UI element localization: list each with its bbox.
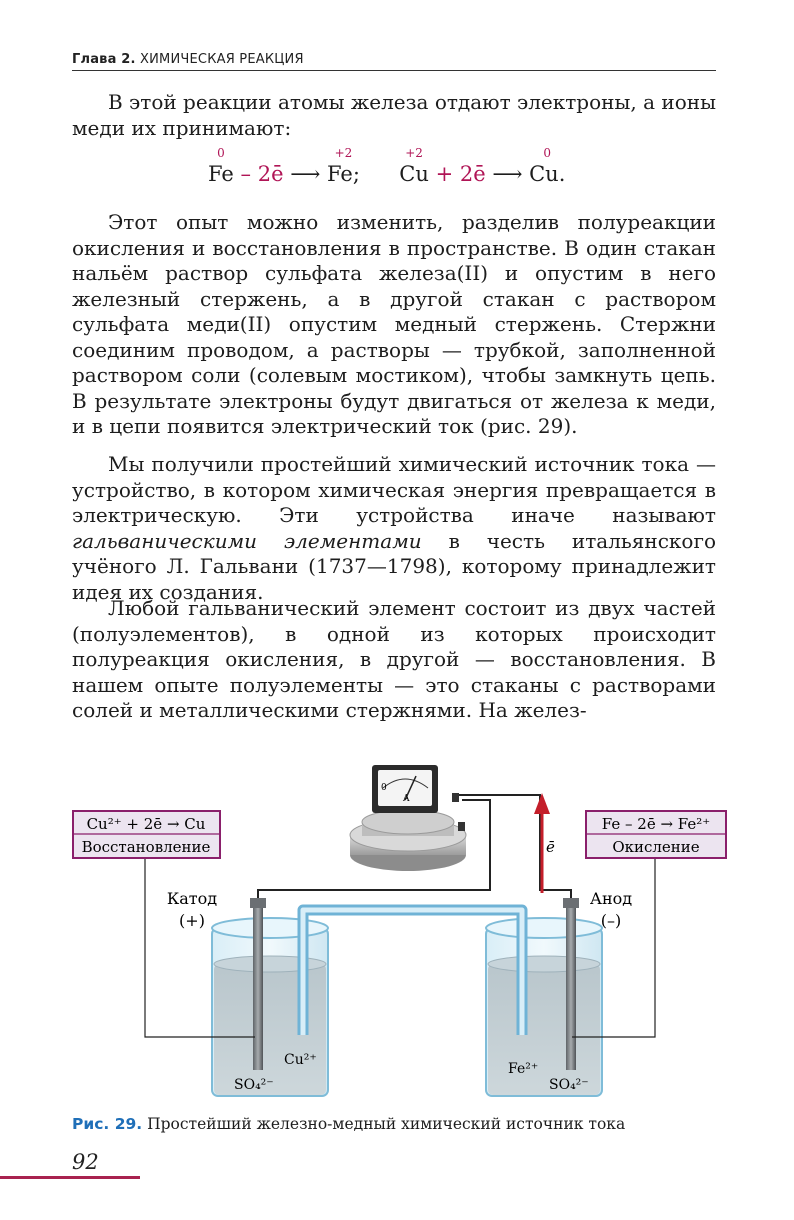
eq-arrow-2: ⟶ — [492, 162, 523, 186]
eq-fe2: +2 Fe; — [326, 146, 360, 186]
oxidation-box — [586, 811, 726, 858]
eq-arrow-1: ⟶ — [290, 162, 321, 186]
right-ion-fe: Fe²⁺ — [508, 1061, 539, 1077]
eq-plus-electrons: + 2ē — [428, 162, 493, 186]
anode-rod — [566, 904, 576, 1070]
paragraph-galvanic: Мы получили простейший химический источник тока — устройство, в котором химическая энергия превращается в электрическую. Эти устройства иначе называют гальваническими элементами в честь итальянского учёного Л. Гальвани (1737—1798), которому принадлежит идея их создания. — [72, 452, 716, 604]
reduction-box — [73, 811, 220, 858]
paragraph-half-cells: Любой гальванический элемент состоит из двух частей (полуэлементов), в одной из которых происходит полуреакция окисления, в другой — восстановления. В нашем опыте полуэлементы — это стаканы с растворами солей и металлическими стержнями. На желез- — [72, 596, 716, 722]
anode-sign: (–) — [600, 911, 622, 930]
figure-caption — [72, 1115, 732, 1133]
right-beaker — [486, 918, 602, 1096]
left-ion-so4: SO₄²⁻ — [234, 1077, 274, 1093]
term-galvanic-elements: гальваническими элементами — [72, 528, 422, 553]
page-number: 92 — [72, 1150, 99, 1174]
left-ion-cu: Cu²⁺ — [284, 1052, 317, 1068]
anode-label: Анод — [589, 889, 633, 908]
cathode-rod — [253, 904, 263, 1070]
intro-paragraph: В этой реакции атомы железа отдают электроны, а ионы меди их принимают: — [72, 90, 717, 140]
eq-fe: 0 Fe — [208, 146, 234, 186]
eq-cu: 0 Cu. — [529, 146, 566, 186]
right-ion-so4: SO₄²⁻ — [549, 1077, 589, 1093]
footer-rule — [0, 1176, 140, 1179]
cathode-sign: (+) — [179, 911, 205, 930]
ammeter — [350, 765, 466, 871]
cathode-label: Катод — [166, 889, 218, 908]
chapter-label: Глава 2. — [72, 52, 136, 67]
paragraph-separation: Этот опыт можно изменить, разделив полуреакции окисления и восстановления в пространстве. В один стакан нальём раствор сульфата железа(II) и опустим в него железный стержень, а в другой стакан с раствором сульфата меди(II) опустим медный стержень. Стержни соединим проводом, а растворы — трубкой, заполненной раствором соли (солевым мостиком), чтобы замкнуть цепь. В результате электроны будут двигаться от железа к меди, и в цепи появится электрический ток (рис. 29). — [72, 210, 716, 438]
eq-cu2: +2 Cu — [399, 146, 429, 186]
eq-minus-electrons: – 2ē — [233, 162, 291, 186]
oxidation-equation: Fe – 2ē → Fe²⁺ — [601, 815, 711, 833]
caption-text: Простейший железно-медный химический источник тока — [142, 1115, 626, 1133]
electron-label: ē — [546, 838, 555, 856]
meter-unit-label: A — [403, 794, 410, 804]
reduction-equation: Cu²⁺ + 2ē → Cu — [86, 815, 206, 833]
reduction-label: Восстановление — [81, 838, 211, 856]
caption-label: Рис. 29. — [72, 1115, 143, 1133]
left-beaker — [212, 918, 328, 1096]
chapter-title: ХИМИЧЕСКАЯ РЕАКЦИЯ — [140, 52, 304, 67]
meter-zero-label: 0 — [381, 783, 387, 793]
oxidation-label: Окисление — [612, 838, 700, 856]
